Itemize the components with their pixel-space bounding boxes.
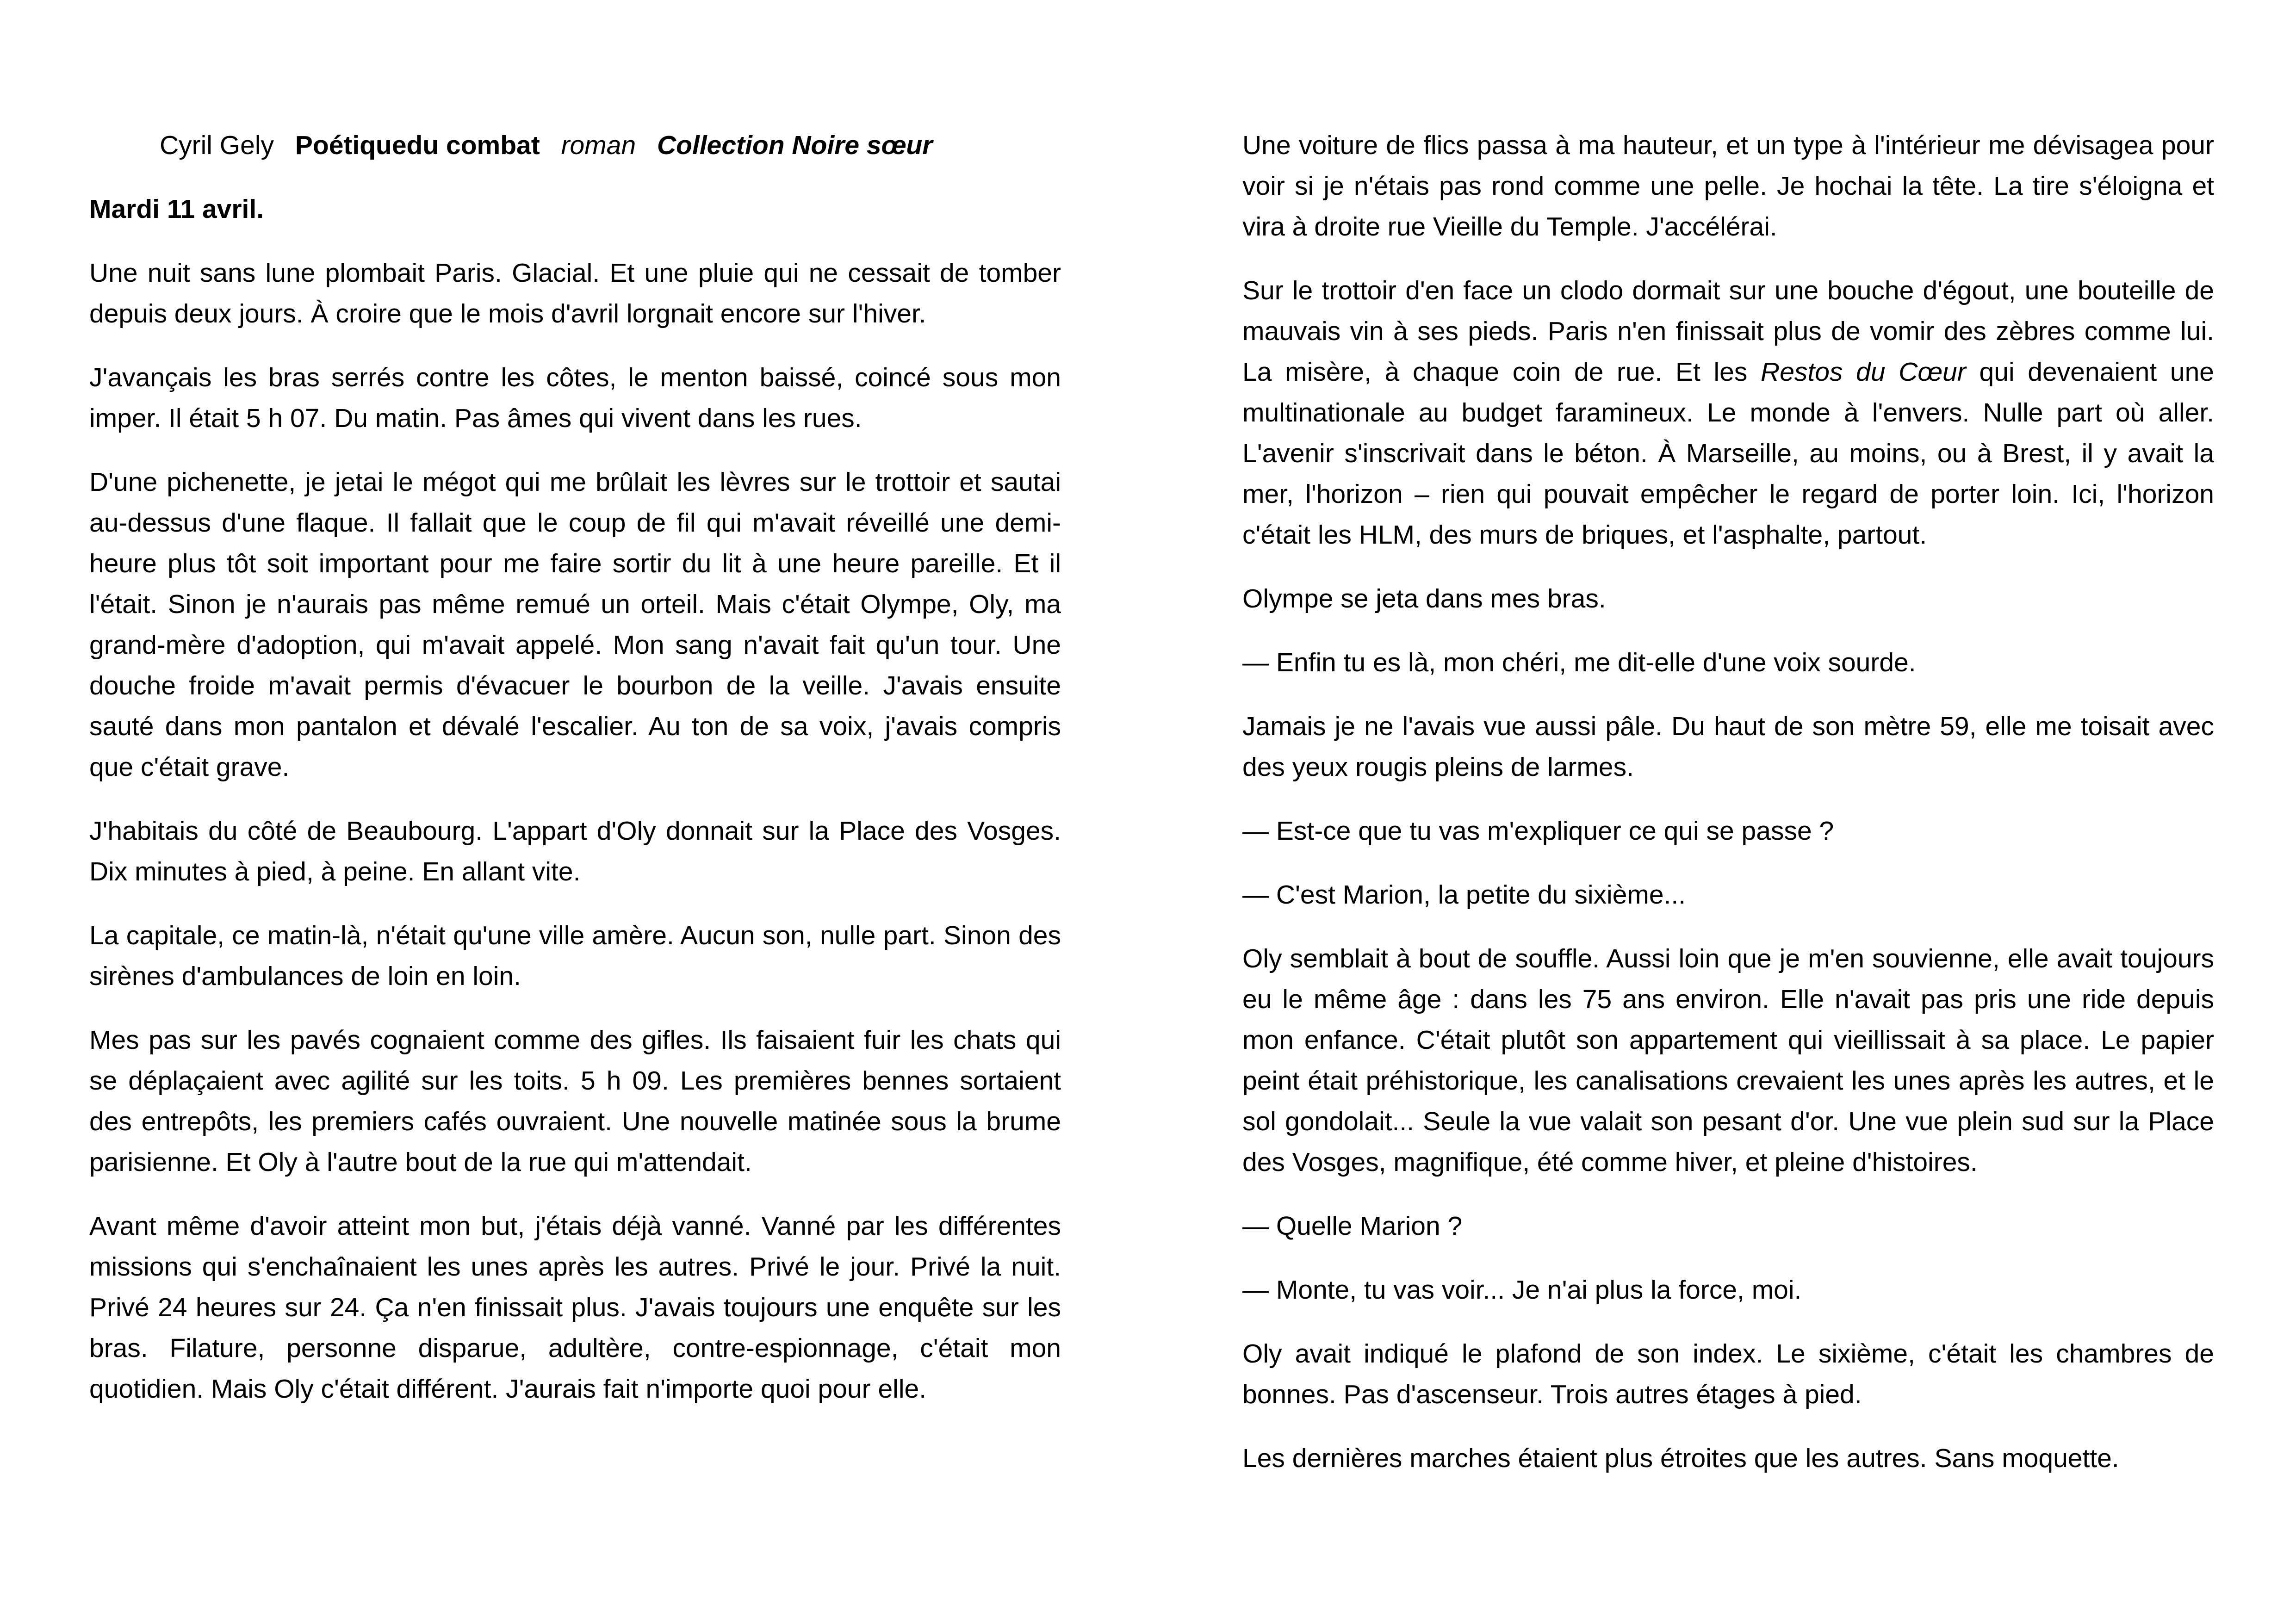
book-genre: roman: [561, 130, 636, 160]
text-run: qui devenaient une multinationale au budget faramineux. Le monde à l'envers. Nulle part où aller. L'avenir s'inscrivait dans le béton. À Marseille, au moins, ou à Brest, il y avait la mer, l'horizon – rien qui pouvait empêcher le regard de porter loin. Ici, l'horizon c'était les HLM, des murs de briques, et l'asphalte, partout.: [1242, 357, 2215, 550]
dialogue-line: — Est-ce que tu vas m'expliquer ce qui se passe ?: [1242, 816, 1834, 846]
paragraph: Olympe se jeta dans mes bras.: [1242, 584, 1606, 613]
paragraph: Les dernières marches étaient plus étroites que les autres. Sans moquette.: [1242, 1443, 2119, 1473]
right-column: [1242, 125, 2214, 1502]
paragraph: Oly avait indiqué le plafond de son index. Le sixième, c'était les chambres de bonnes. Pas d'ascenseur. Trois autres étages à pied.: [1242, 1339, 2214, 1409]
paragraph: J'habitais du côté de Beaubourg. L'appart d'Oly donnait sur la Place des Vosges. Dix minutes à pied, à peine. En allant vite.: [89, 816, 1061, 886]
paragraph: Oly semblait à bout de souffle. Aussi loin que je m'en souvienne, elle avait toujours eu le même âge : dans les 75 ans environ. Elle n'avait pas pris une ride depuis mon enfance. C'était plutôt son appartement qui vieillissait à sa place. Le papier peint était préhistorique, les canalisations crevaient les unes après les autres, et le sol gondolait... Seule la vue valait son pesant d'or. Une vue plein sud sur la Place des Vosges, magnifique, été comme hiver, et pleine d'histoires.: [1242, 944, 2214, 1177]
dialogue-line: — Enfin tu es là, mon chéri, me dit-elle d'une voix sourde.: [1242, 648, 1916, 677]
book-title: Poétiquedu combat: [295, 130, 540, 160]
paragraph: La capitale, ce matin-là, n'était qu'une ville amère. Aucun son, nulle part. Sinon des sirènes d'ambulances de loin en loin.: [89, 921, 1061, 991]
date-heading: Mardi 11 avril.: [89, 194, 264, 224]
paragraph: Jamais je ne l'avais vue aussi pâle. Du haut de son mètre 59, elle me toisait avec des yeux rougis pleins de larmes.: [1242, 712, 2214, 782]
paragraph: Une voiture de flics passa à ma hauteur, et un type à l'intérieur me dévisagea pour voir si je n'étais pas rond comme une pelle. Je hochai la tête. La tire s'éloigna et vira à droite rue Vieille du Temple. J'accélérai.: [1242, 130, 2214, 242]
book-collection: Collection Noire sœur: [657, 130, 933, 160]
author-name: Cyril Gely: [160, 130, 274, 160]
paragraph: Avant même d'avoir atteint mon but, j'étais déjà vanné. Vanné par les différentes missions qui s'enchaînaient les unes après les autres. Privé le jour. Privé la nuit. Privé 24 heures sur 24. Ça n'en finissait plus. J'avais toujours une enquête sur les bras. Filature, personne disparue, adultère, contre-espionnage, c'était mon quotidien. Mais Oly c'était différent. J'aurais fait n'importe quoi pour elle.: [89, 1211, 1061, 1404]
paragraph: D'une pichenette, je jetai le mégot qui me brûlait les lèvres sur le trottoir et sautai au-dessus d'une flaque. Il fallait que le coup de fil qui m'avait réveillé une demi-heure plus tôt soit important pour me faire sortir du lit à une heure pareille. Et il l'était. Sinon je n'aurais pas même remué un orteil. Mais c'était Olympe, Oly, ma grand-mère d'adoption, qui m'avait appelé. Mon sang n'avait fait qu'un tour. Une douche froide m'avait permis d'évacuer le bourbon de la veille. J'avais ensuite sauté dans mon pantalon et dévalé l'escalier. Au ton de sa voix, j'avais compris que c'était grave.: [89, 467, 1061, 782]
dialogue-line: — C'est Marion, la petite du sixième...: [1242, 880, 1686, 910]
dialogue-line: — Monte, tu vas voir... Je n'ai plus la force, moi.: [1242, 1275, 1802, 1305]
dialogue-line: — Quelle Marion ?: [1242, 1211, 1463, 1241]
paragraph: Une nuit sans lune plombait Paris. Glacial. Et une pluie qui ne cessait de tomber depuis deux jours. À croire que le mois d'avril lorgnait encore sur l'hiver.: [89, 258, 1061, 328]
paragraph: Mes pas sur les pavés cognaient comme des gifles. Ils faisaient fuir les chats qui se déplaçaient avec agilité sur les toits. 5 h 09. Les premières bennes sortaient des entrepôts, les premiers cafés ouvraient. Une nouvelle matinée sous la brume parisienne. Et Oly à l'autre bout de la rue qui m'attendait.: [89, 1025, 1061, 1177]
paragraph: J'avançais les bras serrés contre les côtes, le menton baissé, coincé sous mon imper. Il était 5 h 07. Du matin. Pas âmes qui vivent dans les rues.: [89, 363, 1061, 433]
italic-text-run: Restos du Cœur: [1761, 357, 1966, 387]
book-header: [89, 125, 1061, 166]
text-run: Sur le trottoir d'en face un clodo dormait sur une bouche d'égout, une bouteille de mauvais vin à ses pieds. Paris n'en finissait plus de vomir des zèbres comme lui. La misère, à chaque coin de rue. Et les: [1242, 276, 2214, 387]
left-column: [89, 125, 1061, 1432]
paragraph: [1242, 270, 2214, 555]
